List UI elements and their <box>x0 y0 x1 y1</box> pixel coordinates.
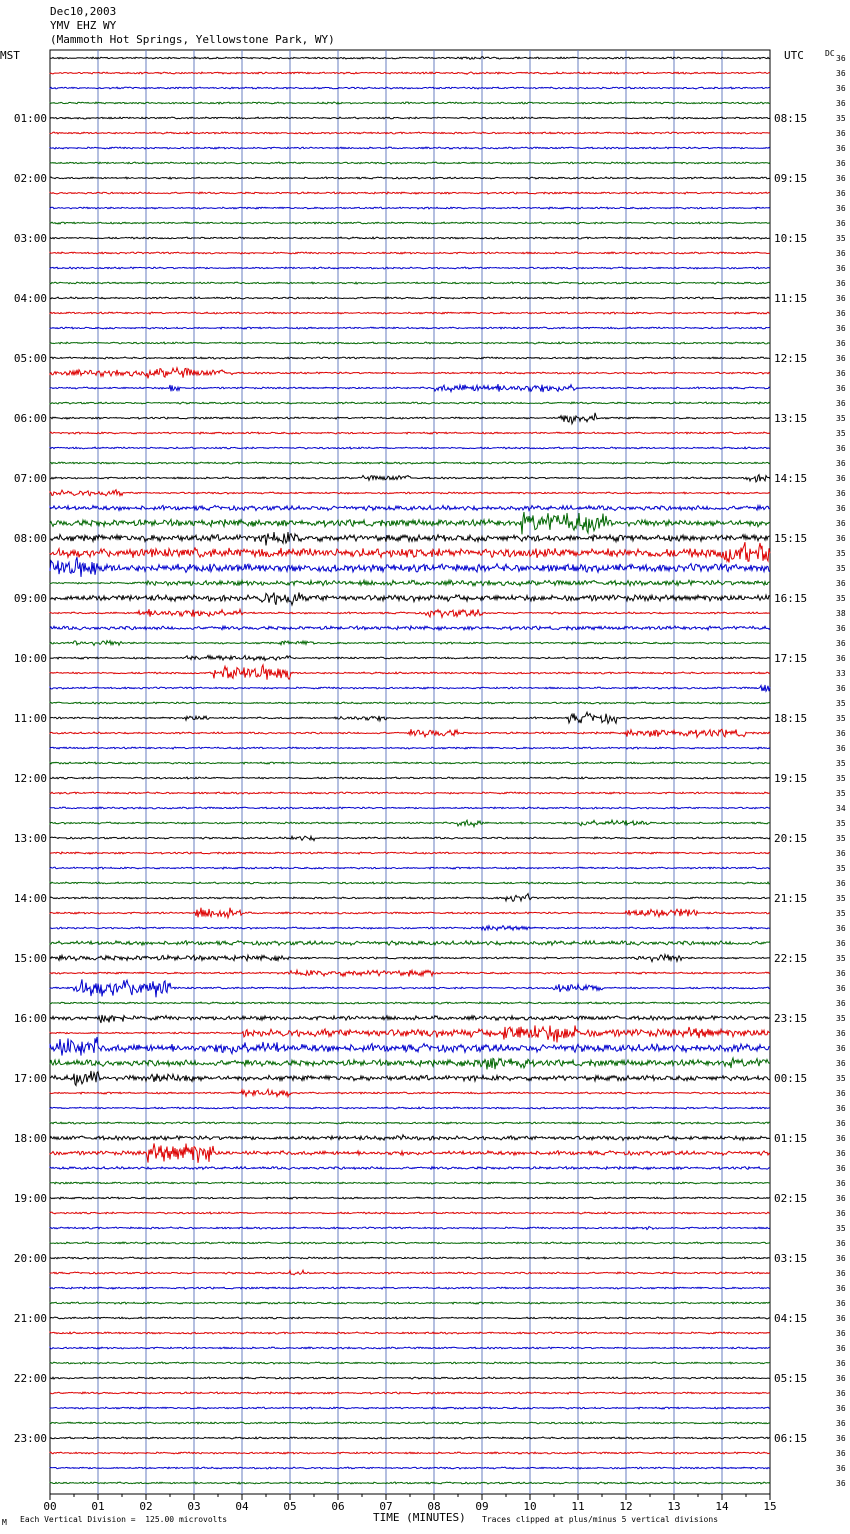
seismic-trace <box>50 342 770 344</box>
left-hour-label: 16:00 <box>13 1012 47 1025</box>
dc-offset-label: 36 <box>836 354 846 363</box>
dc-offset-label: 35 <box>836 1224 846 1233</box>
seismic-trace <box>50 1107 770 1109</box>
seismic-trace <box>50 1437 770 1439</box>
seismic-trace <box>50 57 770 60</box>
x-tick-label: 06 <box>331 1500 345 1513</box>
left-hour-label: 01:00 <box>13 112 47 125</box>
seismic-trace <box>50 357 770 359</box>
dc-offset-label: 36 <box>836 1434 846 1443</box>
seismic-trace <box>50 192 770 194</box>
dc-offset-label: 35 <box>836 819 846 828</box>
seismic-trace <box>50 1015 770 1023</box>
dc-offset-label: 34 <box>836 804 846 813</box>
x-tick-label: 14 <box>715 1500 729 1513</box>
x-tick-label: 09 <box>475 1500 489 1513</box>
dc-offset-label: 36 <box>836 879 846 888</box>
seismic-trace <box>50 1037 770 1056</box>
left-hour-label: 03:00 <box>13 232 47 245</box>
dc-offset-label: 36 <box>836 654 846 663</box>
right-hour-label: 21:15 <box>774 892 808 905</box>
seismic-trace <box>50 926 770 931</box>
dc-offset-label: 36 <box>836 1254 846 1263</box>
seismic-trace <box>50 177 770 179</box>
right-hour-label: 12:15 <box>774 352 808 365</box>
dc-offset-label: 35 <box>836 549 846 558</box>
seismic-trace <box>50 1407 770 1409</box>
seismic-trace <box>50 626 770 630</box>
dc-offset-label: 35 <box>836 699 846 708</box>
dc-offset-label: 36 <box>836 684 846 693</box>
seismic-trace <box>50 1452 770 1454</box>
x-tick-label: 08 <box>427 1500 441 1513</box>
dc-offset-label: 36 <box>836 129 846 138</box>
seismic-trace <box>50 1089 770 1096</box>
dc-offset-label: 36 <box>836 744 846 753</box>
x-tick-label: 03 <box>187 1500 201 1513</box>
right-hour-label: 16:15 <box>774 592 808 605</box>
seismic-trace <box>50 117 770 119</box>
left-hour-label: 08:00 <box>13 532 47 545</box>
seismic-trace <box>50 955 770 962</box>
right-hour-label: 02:15 <box>774 1192 808 1205</box>
seismic-trace <box>50 557 770 577</box>
dc-offset-label: 35 <box>836 1014 846 1023</box>
dc-offset-label: 36 <box>836 1104 846 1113</box>
dc-offset-label: 36 <box>836 459 846 468</box>
x-tick-label: 15 <box>763 1500 777 1513</box>
dc-offset-label: 36 <box>836 1449 846 1458</box>
seismic-trace <box>50 836 770 840</box>
right-hour-label: 01:15 <box>774 1132 808 1145</box>
dc-offset-label: 35 <box>836 564 846 573</box>
dc-offset-label: 35 <box>836 789 846 798</box>
right-hour-label: 13:15 <box>774 412 808 425</box>
seismic-trace <box>50 1002 770 1004</box>
x-tick-label: 11 <box>571 1500 585 1513</box>
dc-offset-label: 36 <box>836 1284 846 1293</box>
x-tick-label: 10 <box>523 1500 537 1513</box>
seismic-trace <box>50 1332 770 1334</box>
dc-offset-label: 36 <box>836 939 846 948</box>
dc-offset-label: 36 <box>836 1059 846 1068</box>
seismic-trace <box>50 820 770 827</box>
seismic-trace <box>50 1287 770 1289</box>
seismic-trace <box>50 207 770 209</box>
left-hour-label: 14:00 <box>13 892 47 905</box>
dc-offset-label: 36 <box>836 729 846 738</box>
seismic-trace <box>50 1482 770 1484</box>
seismic-trace <box>50 475 770 482</box>
seismic-trace <box>50 1257 770 1259</box>
seismic-trace <box>50 1122 770 1124</box>
station-code: YMV EHZ WY <box>50 19 117 32</box>
dc-offset-label: 35 <box>836 864 846 873</box>
left-hour-label: 09:00 <box>13 592 47 605</box>
dc-offset-label: 36 <box>836 174 846 183</box>
seismic-trace <box>50 970 770 976</box>
dc-offset-label: 36 <box>836 1044 846 1053</box>
seismic-trace <box>50 1377 770 1379</box>
seismic-trace <box>50 1392 770 1394</box>
seismic-trace <box>50 532 770 545</box>
right-hour-label: 00:15 <box>774 1072 808 1085</box>
seismic-trace <box>50 267 770 269</box>
seismic-trace <box>50 413 770 424</box>
dc-offset-label: 36 <box>836 1089 846 1098</box>
right-timezone-label: UTC <box>784 49 804 62</box>
dc-offset-label: 36 <box>836 504 846 513</box>
left-timezone-label: MST <box>0 49 20 62</box>
seismic-trace <box>50 282 770 284</box>
right-hour-label: 19:15 <box>774 772 808 785</box>
left-hour-label: 07:00 <box>13 472 47 485</box>
dc-offset-label: 36 <box>836 1029 846 1038</box>
left-hour-label: 13:00 <box>13 832 47 845</box>
division-note: Each Vertical Division = 125.00 microvolts <box>20 1515 228 1524</box>
dc-offset-label: 36 <box>836 204 846 213</box>
dc-label: DC <box>825 49 835 58</box>
seismic-trace <box>50 87 770 89</box>
seismic-trace <box>50 747 770 749</box>
seismic-trace <box>50 162 770 164</box>
left-hour-label: 10:00 <box>13 652 47 665</box>
dc-offset-label: 36 <box>836 369 846 378</box>
seismic-trace <box>50 712 770 723</box>
x-tick-label: 04 <box>235 1500 249 1513</box>
right-hour-label: 04:15 <box>774 1312 808 1325</box>
left-hour-label: 12:00 <box>13 772 47 785</box>
seismic-trace <box>50 609 770 617</box>
dc-offset-label: 36 <box>836 84 846 93</box>
left-hour-label: 17:00 <box>13 1072 47 1085</box>
dc-offset-label: 36 <box>836 1419 846 1428</box>
seismic-trace <box>50 792 770 794</box>
dc-offset-label: 36 <box>836 534 846 543</box>
dc-offset-label: 35 <box>836 414 846 423</box>
dc-offset-label: 36 <box>836 984 846 993</box>
seismic-trace <box>50 368 770 379</box>
seismic-trace <box>50 512 770 534</box>
seismic-trace <box>50 1270 770 1275</box>
seismic-trace <box>50 1467 770 1469</box>
x-tick-label: 12 <box>619 1500 633 1513</box>
seismic-trace <box>50 685 770 691</box>
seismic-trace <box>50 762 770 764</box>
seismic-trace <box>50 1302 770 1304</box>
dc-offset-label: 36 <box>836 1179 846 1188</box>
right-hour-label: 10:15 <box>774 232 808 245</box>
seismic-trace <box>50 979 770 997</box>
chart-date: Dec10,2003 <box>50 5 117 18</box>
seismic-trace <box>50 1422 770 1424</box>
dc-offset-label: 35 <box>836 954 846 963</box>
dc-offset-label: 36 <box>836 294 846 303</box>
seismic-trace <box>50 1058 770 1069</box>
seismic-trace <box>50 72 770 74</box>
dc-offset-label: 36 <box>836 1134 846 1143</box>
seismic-trace <box>50 1167 770 1170</box>
x-tick-label: 01 <box>91 1500 105 1513</box>
dc-offset-label: 36 <box>836 279 846 288</box>
seismic-trace <box>50 1242 770 1244</box>
dc-offset-label: 36 <box>836 1314 846 1323</box>
seismic-trace <box>50 1071 770 1086</box>
dc-offset-label: 33 <box>836 669 846 678</box>
seismic-trace <box>50 312 770 314</box>
seismic-trace <box>50 432 770 434</box>
dc-offset-label: 36 <box>836 1194 846 1203</box>
seismic-trace <box>50 852 770 854</box>
seismic-trace <box>50 894 770 902</box>
dc-offset-label: 35 <box>836 894 846 903</box>
dc-offset-label: 36 <box>836 1404 846 1413</box>
seismic-trace <box>50 505 770 510</box>
dc-offset-label: 36 <box>836 924 846 933</box>
seismic-trace <box>50 462 770 464</box>
dc-offset-label: 36 <box>836 579 846 588</box>
seismic-trace <box>50 1362 770 1364</box>
left-hour-label: 05:00 <box>13 352 47 365</box>
right-hour-label: 09:15 <box>774 172 808 185</box>
dc-offset-label: 36 <box>836 189 846 198</box>
dc-offset-label: 36 <box>836 1149 846 1158</box>
seismic-trace <box>50 941 770 946</box>
dc-offset-label: 36 <box>836 1209 846 1218</box>
footer-mark: M <box>2 1518 7 1527</box>
plot-frame <box>50 50 770 1494</box>
x-tick-label: 07 <box>379 1500 393 1513</box>
dc-offset-label: 36 <box>836 54 846 63</box>
right-hour-label: 03:15 <box>774 1252 808 1265</box>
dc-offset-label: 36 <box>836 624 846 633</box>
dc-offset-label: 36 <box>836 309 846 318</box>
left-hour-label: 22:00 <box>13 1372 47 1385</box>
seismic-trace <box>50 1182 770 1184</box>
x-tick-label: 02 <box>139 1500 153 1513</box>
dc-offset-label: 35 <box>836 909 846 918</box>
seismic-trace <box>50 1143 770 1162</box>
seismic-trace <box>50 252 770 254</box>
dc-offset-label: 35 <box>836 234 846 243</box>
seismic-trace <box>50 490 770 496</box>
dc-offset-label: 35 <box>836 429 846 438</box>
left-hour-label: 04:00 <box>13 292 47 305</box>
seismic-trace <box>50 867 770 869</box>
seismic-trace <box>50 1025 770 1042</box>
seismic-trace <box>50 147 770 149</box>
seismic-trace <box>50 1347 770 1349</box>
seismic-trace <box>50 882 770 884</box>
left-hour-label: 02:00 <box>13 172 47 185</box>
dc-offset-label: 35 <box>836 1074 846 1083</box>
right-hour-label: 17:15 <box>774 652 808 665</box>
dc-offset-label: 36 <box>836 69 846 78</box>
x-axis-label: TIME (MINUTES) <box>373 1511 466 1524</box>
dc-offset-label: 36 <box>836 969 846 978</box>
seismic-trace <box>50 593 770 606</box>
dc-offset-label: 38 <box>836 609 846 618</box>
dc-offset-label: 35 <box>836 594 846 603</box>
seismic-trace <box>50 1227 770 1230</box>
seismic-trace <box>50 655 770 660</box>
seismic-trace <box>50 132 770 134</box>
dc-offset-label: 36 <box>836 519 846 528</box>
right-hour-label: 18:15 <box>774 712 808 725</box>
seismic-trace <box>50 1317 770 1319</box>
seismic-trace <box>50 580 770 586</box>
seismic-trace <box>50 1212 770 1214</box>
dc-offset-label: 36 <box>836 144 846 153</box>
seismic-trace <box>50 102 770 104</box>
dc-offset-label: 36 <box>836 399 846 408</box>
dc-offset-label: 36 <box>836 1269 846 1278</box>
seismic-trace <box>50 327 770 329</box>
seismic-trace <box>50 665 770 680</box>
dc-offset-label: 36 <box>836 159 846 168</box>
dc-offset-label: 36 <box>836 1344 846 1353</box>
x-tick-label: 13 <box>667 1500 681 1513</box>
left-hour-label: 19:00 <box>13 1192 47 1205</box>
x-tick-label: 05 <box>283 1500 297 1513</box>
seismic-trace <box>50 447 770 449</box>
dc-offset-label: 36 <box>836 1374 846 1383</box>
dc-offset-label: 36 <box>836 1164 846 1173</box>
right-hour-label: 08:15 <box>774 112 808 125</box>
dc-offset-label: 35 <box>836 834 846 843</box>
seismic-trace <box>50 384 770 392</box>
seismic-trace <box>50 237 770 239</box>
right-hour-label: 11:15 <box>774 292 808 305</box>
dc-offset-label: 36 <box>836 339 846 348</box>
seismic-trace <box>50 702 770 704</box>
right-hour-label: 15:15 <box>774 532 808 545</box>
dc-offset-label: 35 <box>836 114 846 123</box>
dc-offset-label: 36 <box>836 1479 846 1488</box>
seismic-trace <box>50 908 770 918</box>
x-tick-label: 00 <box>43 1500 57 1513</box>
dc-offset-label: 36 <box>836 324 846 333</box>
seismic-trace <box>50 542 770 562</box>
right-hour-label: 14:15 <box>774 472 808 485</box>
seismic-trace <box>50 641 770 646</box>
dc-offset-label: 36 <box>836 219 846 228</box>
dc-offset-label: 36 <box>836 1329 846 1338</box>
dc-offset-label: 36 <box>836 849 846 858</box>
left-hour-label: 15:00 <box>13 952 47 965</box>
seismic-trace <box>50 777 770 779</box>
dc-offset-label: 36 <box>836 999 846 1008</box>
dc-offset-label: 36 <box>836 444 846 453</box>
right-hour-label: 22:15 <box>774 952 808 965</box>
dc-offset-label: 35 <box>836 774 846 783</box>
dc-offset-label: 36 <box>836 1239 846 1248</box>
right-hour-label: 06:15 <box>774 1432 808 1445</box>
left-hour-label: 06:00 <box>13 412 47 425</box>
right-hour-label: 05:15 <box>774 1372 808 1385</box>
dc-offset-label: 36 <box>836 639 846 648</box>
station-location: (Mammoth Hot Springs, Yellowstone Park, WY) <box>50 33 335 46</box>
seismic-trace <box>50 1197 770 1199</box>
seismic-trace <box>50 297 770 299</box>
right-hour-label: 20:15 <box>774 832 808 845</box>
left-hour-label: 21:00 <box>13 1312 47 1325</box>
left-hour-label: 20:00 <box>13 1252 47 1265</box>
seismic-trace <box>50 402 770 404</box>
left-hour-label: 11:00 <box>13 712 47 725</box>
dc-offset-label: 36 <box>836 1464 846 1473</box>
seismic-trace <box>50 729 770 737</box>
dc-offset-label: 36 <box>836 384 846 393</box>
left-hour-label: 18:00 <box>13 1132 47 1145</box>
dc-offset-label: 35 <box>836 759 846 768</box>
dc-offset-label: 36 <box>836 1359 846 1368</box>
dc-offset-label: 36 <box>836 474 846 483</box>
dc-offset-label: 36 <box>836 1299 846 1308</box>
seismic-trace <box>50 1135 770 1141</box>
dc-offset-label: 36 <box>836 489 846 498</box>
dc-offset-label: 36 <box>836 1389 846 1398</box>
dc-offset-label: 36 <box>836 249 846 258</box>
dc-offset-label: 36 <box>836 99 846 108</box>
right-hour-label: 23:15 <box>774 1012 808 1025</box>
dc-offset-label: 36 <box>836 264 846 273</box>
clip-note: Traces clipped at plus/minus 5 vertical divisions <box>482 1515 719 1524</box>
seismic-trace <box>50 222 770 224</box>
dc-offset-label: 35 <box>836 714 846 723</box>
dc-offset-label: 36 <box>836 1119 846 1128</box>
seismic-trace <box>50 807 770 809</box>
left-hour-label: 23:00 <box>13 1432 47 1445</box>
